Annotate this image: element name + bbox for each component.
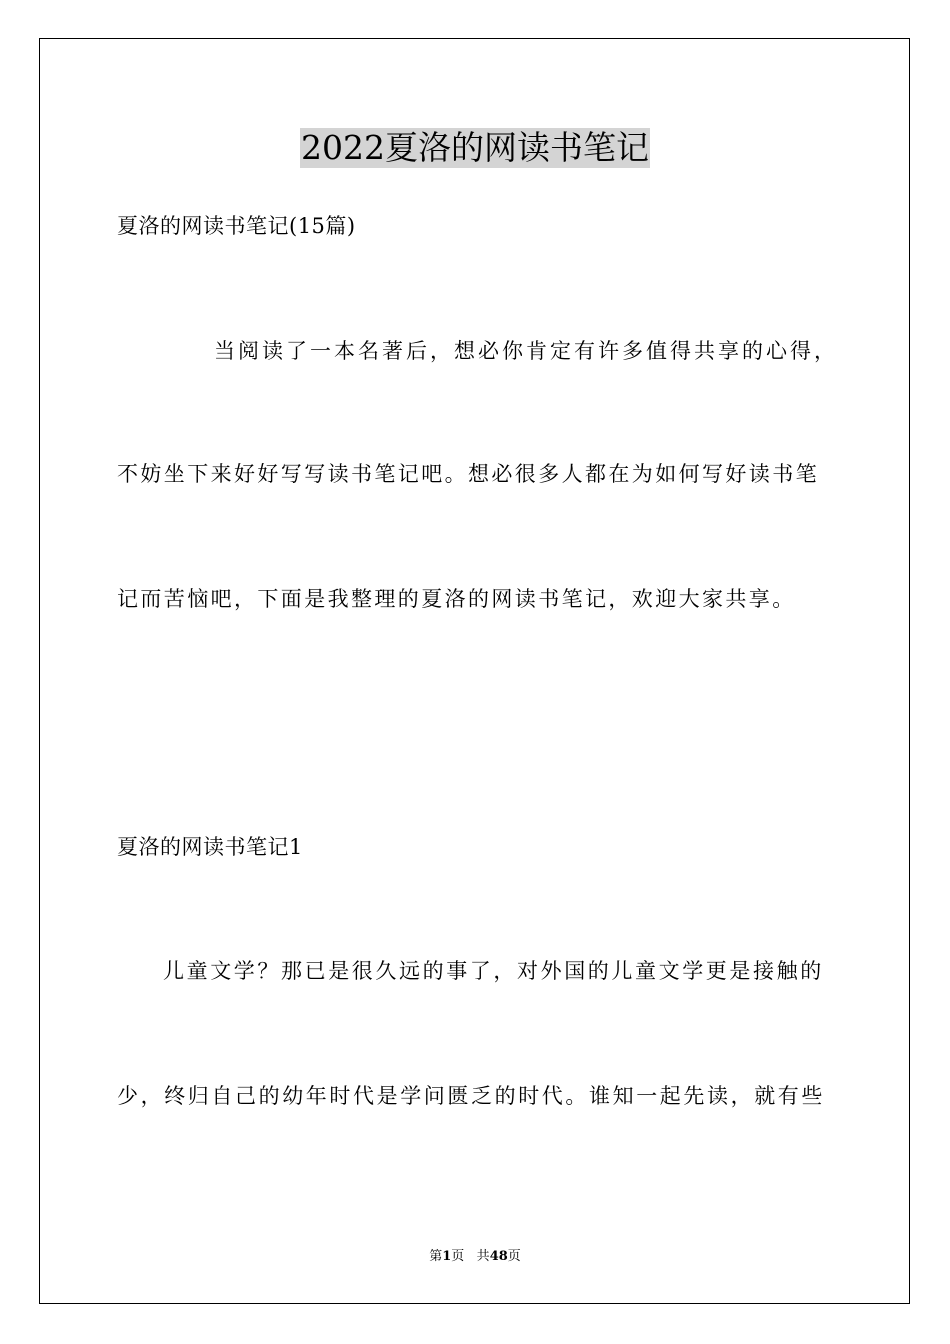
title-block bbox=[0, 128, 950, 168]
page-suffix: 页 bbox=[451, 1249, 465, 1264]
total-pages: 48 bbox=[489, 1249, 508, 1264]
section-paragraph-line-2: 少，终归自己的幼年时代是学问匮乏的时代。谁知一起先读，就有些 bbox=[117, 1084, 825, 1108]
document-subtitle: 夏洛的网读书笔记(15篇) bbox=[117, 214, 356, 238]
section-heading: 夏洛的网读书笔记1 bbox=[117, 835, 303, 859]
page-footer bbox=[0, 1248, 950, 1266]
intro-paragraph-line-2: 不妨坐下来好好写写读书笔记吧。想必很多人都在为如何写好读书笔 bbox=[117, 462, 819, 486]
page-prefix: 第 bbox=[429, 1249, 443, 1264]
intro-paragraph-line-1: 当阅读了一本名著后，想必你肯定有许多值得共享的心得， bbox=[214, 339, 838, 363]
total-suffix: 页 bbox=[507, 1249, 521, 1264]
total-prefix: 共 bbox=[476, 1249, 490, 1264]
document-title: 2022夏洛的网读书笔记 bbox=[301, 128, 649, 167]
intro-paragraph-line-3: 记而苦恼吧，下面是我整理的夏洛的网读书笔记，欢迎大家共享。 bbox=[117, 587, 796, 611]
section-paragraph-line-1: 儿童文学？那已是很久远的事了，对外国的儿童文学更是接触的 bbox=[163, 959, 824, 983]
page-number: 1 bbox=[442, 1249, 452, 1264]
